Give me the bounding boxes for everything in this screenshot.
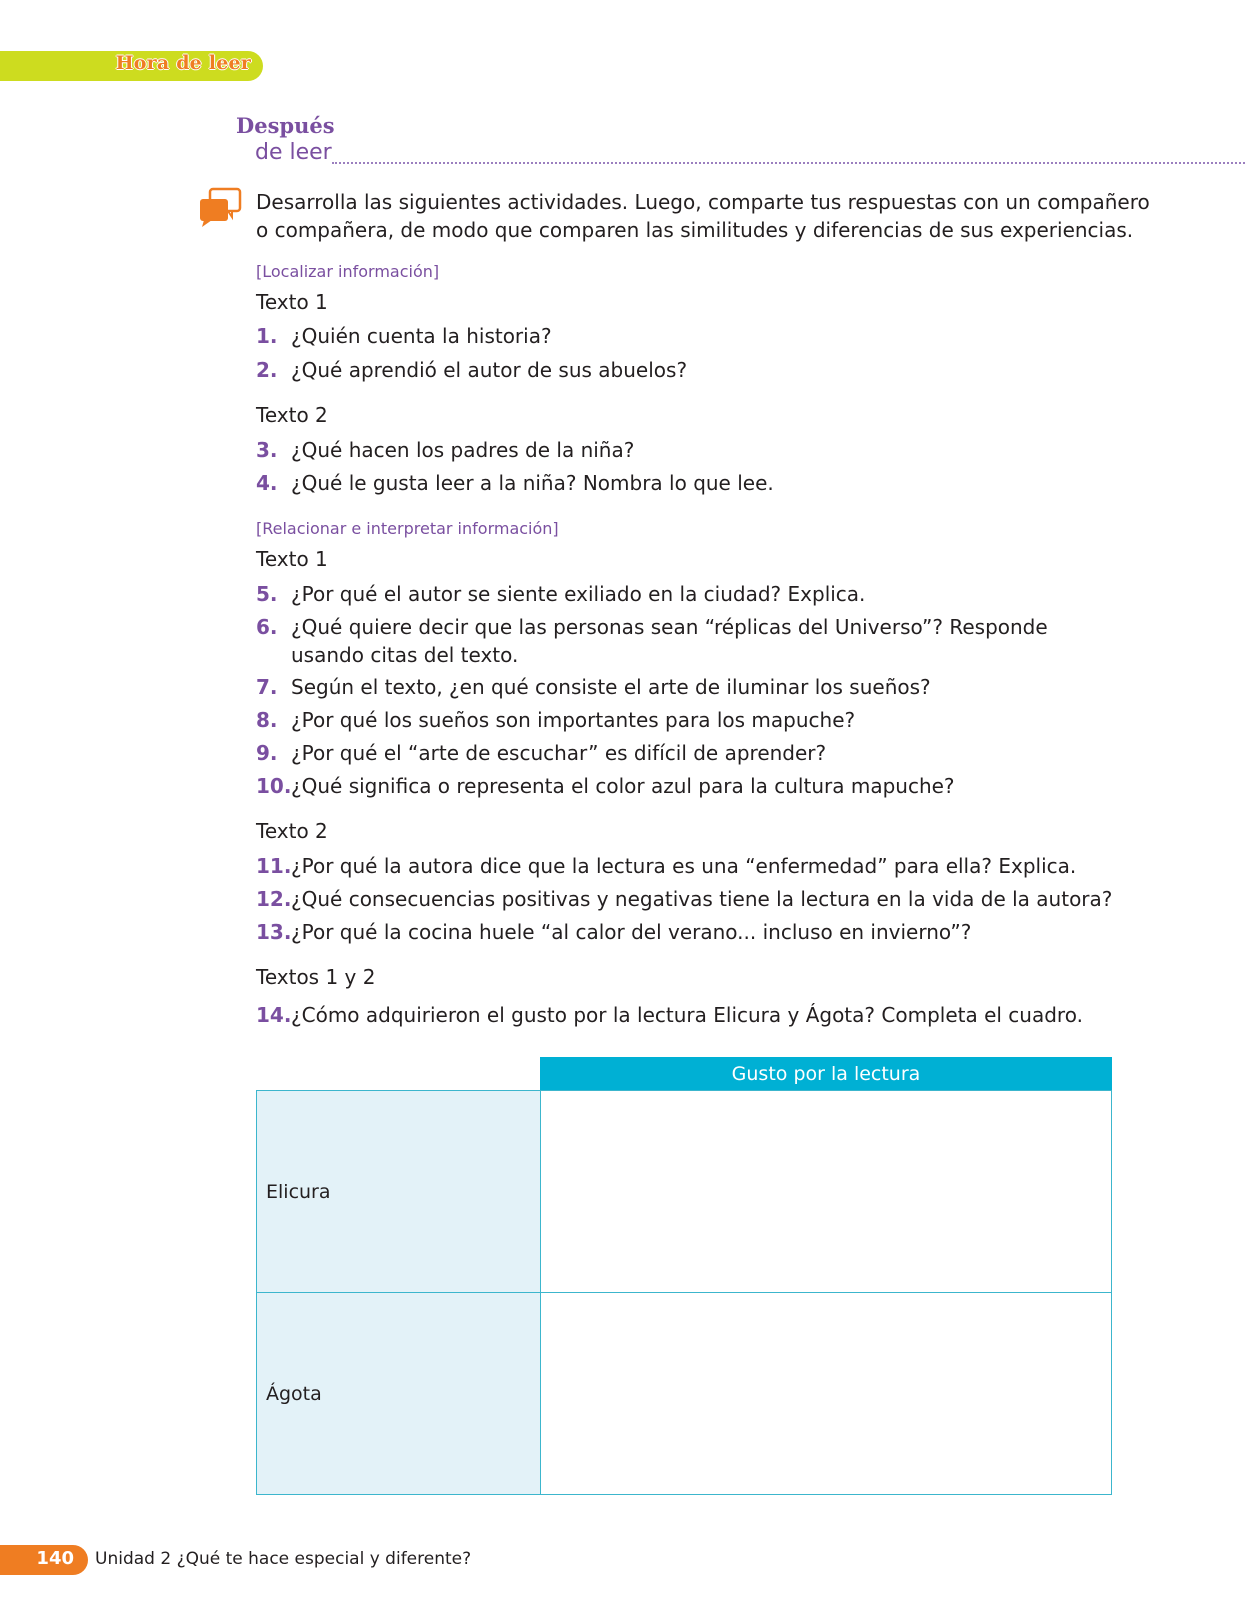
question-text: ¿Qué significa o representa el color azul para la cultura mapuche? <box>291 774 955 798</box>
subhead-texto1: Texto 1 <box>256 547 328 571</box>
question-number: 12. <box>256 887 292 911</box>
question-number: 14. <box>256 1003 292 1027</box>
speech-bubbles-icon <box>198 187 244 231</box>
skill-label-relacionar: [Relacionar e interpretar información] <box>256 519 559 538</box>
table-row-label-elicura <box>256 1090 541 1293</box>
question-number: 7. <box>256 675 278 699</box>
question-text: ¿Por qué el autor se siente exiliado en la ciudad? Explica. <box>291 582 866 606</box>
question-number: 3. <box>256 438 278 462</box>
answer-cell-elicura[interactable] <box>540 1090 1112 1293</box>
question-7 <box>256 673 1116 701</box>
table-header-gusto: Gusto por la lectura <box>540 1057 1112 1090</box>
question-text: ¿Por qué el “arte de escuchar” es difícil de aprender? <box>291 741 827 765</box>
question-number: 8. <box>256 708 278 732</box>
question-text: ¿Por qué la cocina huele “al calor del verano... incluso en invierno”? <box>291 920 972 944</box>
row-label: Ágota <box>266 1383 322 1405</box>
question-8 <box>256 706 1116 734</box>
answer-table <box>256 1057 1112 1498</box>
question-12 <box>256 885 1116 913</box>
question-13 <box>256 918 1116 946</box>
question-text: ¿Qué quiere decir que las personas sean “réplicas del Universo”? Responde usando citas del texto. <box>291 615 1048 667</box>
question-5 <box>256 580 1116 608</box>
page-number: 140 <box>36 1548 74 1569</box>
question-9 <box>256 739 1116 767</box>
question-number: 13. <box>256 920 292 944</box>
question-number: 6. <box>256 615 278 639</box>
question-number: 4. <box>256 471 278 495</box>
question-number: 2. <box>256 358 278 382</box>
section-title-line1: Después <box>236 113 335 138</box>
page-number-tab <box>0 1545 88 1575</box>
question-number: 10. <box>256 774 292 798</box>
skill-label-localizar: [Localizar información] <box>256 262 440 281</box>
instructions-text: Desarrolla las siguientes actividades. Luego, comparte tus respuestas con un compañero o compañera, de modo que comparen las similitudes y diferencias de sus experiencias. <box>256 190 1150 242</box>
question-number: 9. <box>256 741 278 765</box>
section-tab <box>0 51 263 81</box>
section-title-line2: de leer <box>255 140 332 165</box>
dotted-divider <box>332 162 1245 164</box>
question-number: 11. <box>256 854 292 878</box>
question-1 <box>256 322 1116 350</box>
question-4 <box>256 469 1116 497</box>
subhead-texto2: Texto 2 <box>256 819 328 843</box>
question-text: ¿Por qué los sueños son importantes para los mapuche? <box>291 708 856 732</box>
table-row-label-agota <box>256 1292 541 1495</box>
row-label: Elicura <box>266 1181 331 1203</box>
subhead-textos-1-y-2: Textos 1 y 2 <box>256 965 376 989</box>
question-10 <box>256 772 1116 800</box>
question-number: 5. <box>256 582 278 606</box>
question-6 <box>256 613 1116 669</box>
question-text: ¿Qué aprendió el autor de sus abuelos? <box>291 358 688 382</box>
question-text: ¿Por qué la autora dice que la lectura es una “enfermedad” para ella? Explica. <box>291 854 1077 878</box>
question-text: ¿Cómo adquirieron el gusto por la lectura Elicura y Ágota? Completa el cuadro. <box>291 1003 1083 1027</box>
question-text: ¿Qué hacen los padres de la niña? <box>291 438 635 462</box>
subhead-texto1: Texto 1 <box>256 290 328 314</box>
question-text: ¿Quién cuenta la historia? <box>291 324 552 348</box>
section-tab-label: Hora de leer <box>115 52 251 74</box>
question-number: 1. <box>256 324 278 348</box>
question-2 <box>256 356 1116 384</box>
question-11 <box>256 852 1116 880</box>
question-text: ¿Qué le gusta leer a la niña? Nombra lo que lee. <box>291 471 774 495</box>
unit-title: Unidad 2 ¿Qué te hace especial y diferente? <box>95 1549 472 1569</box>
subhead-texto2: Texto 2 <box>256 403 328 427</box>
question-text: Según el texto, ¿en qué consiste el arte de iluminar los sueños? <box>291 675 931 699</box>
answer-cell-agota[interactable] <box>540 1292 1112 1495</box>
question-3 <box>256 436 1116 464</box>
question-14 <box>256 1001 1116 1029</box>
question-text: ¿Qué consecuencias positivas y negativas tiene la lectura en la vida de la autora? <box>291 887 1113 911</box>
